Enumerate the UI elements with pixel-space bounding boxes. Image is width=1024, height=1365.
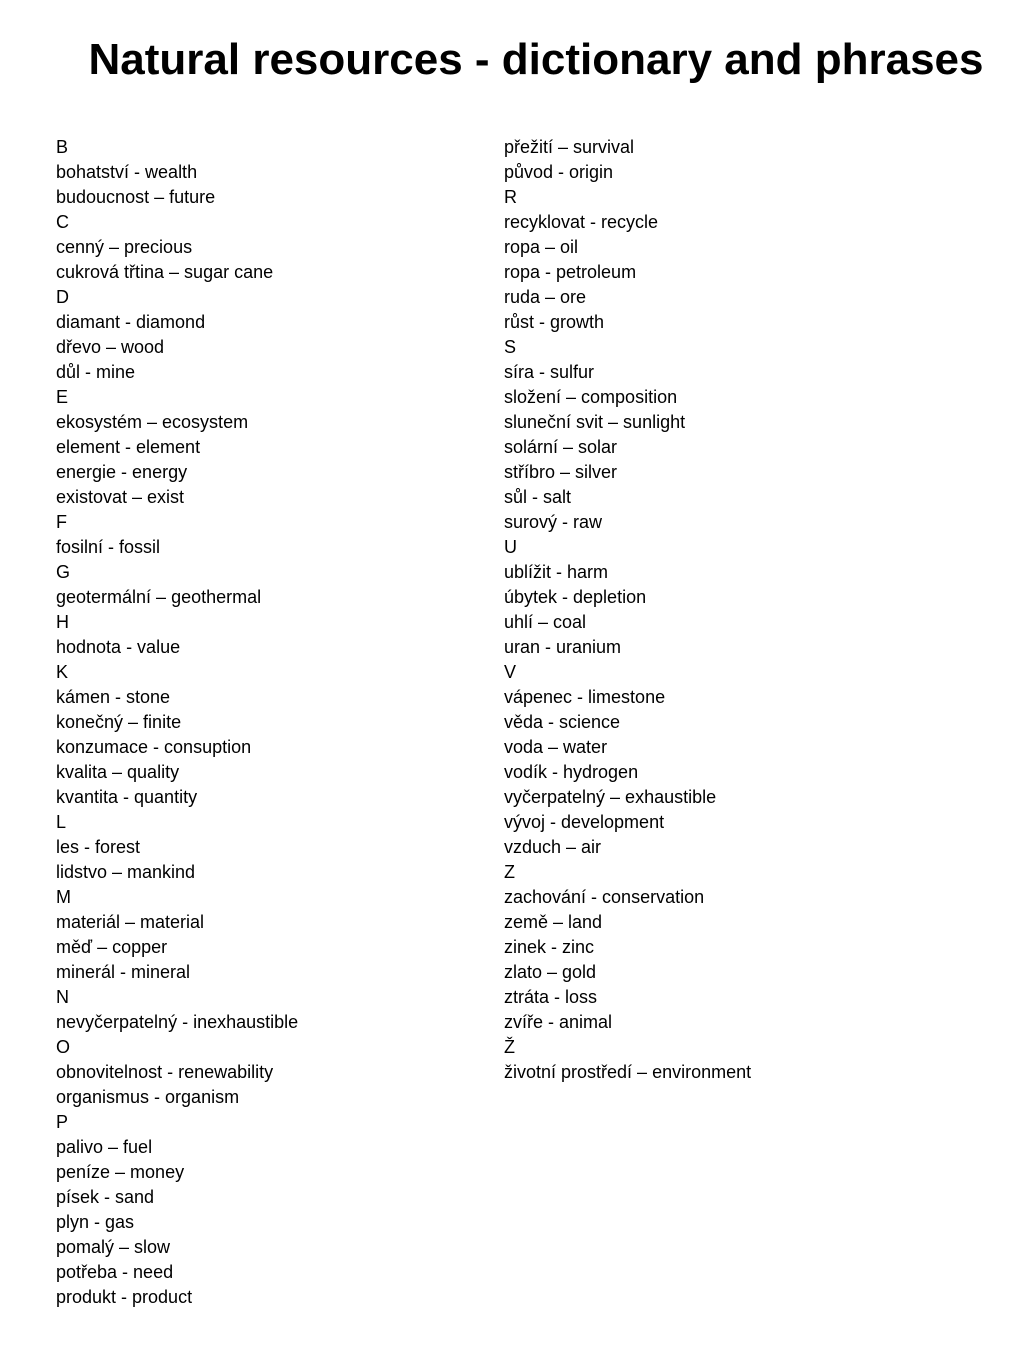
vocabulary-entry: vyčerpatelný – exhaustible [504,787,717,807]
letter-heading: Z [504,862,515,882]
vocabulary-entry: konzumace - consuption [56,737,252,757]
vocabulary-entry: hodnota - value [56,637,181,657]
vocabulary-entry: peníze – money [56,1162,185,1182]
letter-heading: U [504,537,517,557]
vocabulary-entry: dřevo – wood [56,337,165,357]
vocabulary-entry: recyklovat - recycle [504,212,659,232]
vocabulary-entry: potřeba - need [56,1262,174,1282]
vocabulary-entry: diamant - diamond [56,312,206,332]
letter-heading: V [504,662,517,682]
vocabulary-entry: minerál - mineral [56,962,191,982]
vocabulary-entry: důl - mine [56,362,136,382]
letter-heading: M [56,887,71,907]
vocabulary-entry: konečný – finite [56,712,182,732]
vocabulary-entry: fosilní - fossil [56,537,161,557]
vocabulary-entry: materiál – material [56,912,205,932]
vocabulary-entry: surový - raw [504,512,603,532]
page-title: Natural resources - dictionary and phrases [88,35,984,84]
vocabulary-entry: vodík - hydrogen [504,762,639,782]
vocabulary-entry: ruda – ore [504,287,587,307]
vocabulary-entry: ublížit - harm [504,562,609,582]
vocabulary-entry: les - forest [56,837,141,857]
vocabulary-entry: ropa - petroleum [504,262,637,282]
letter-heading: P [56,1112,69,1132]
vocabulary-entry: vápenec - limestone [504,687,666,707]
letter-heading: K [56,662,69,682]
vocabulary-entry: úbytek - depletion [504,587,647,607]
vocabulary-entry: cenný – precious [56,237,193,257]
vocabulary-entry: kvalita – quality [56,762,180,782]
vocabulary-entry: stříbro – silver [504,462,618,482]
vocabulary-entry: věda - science [504,712,621,732]
vocabulary-entry: růst - growth [504,312,605,332]
vocabulary-entry: uhlí – coal [504,612,587,632]
vocabulary-entry: síra - sulfur [504,362,595,382]
vocabulary-entry: kvantita - quantity [56,787,198,807]
vocabulary-list-right [504,135,984,1085]
vocabulary-entry: produkt - product [56,1287,193,1307]
vocabulary-entry: ztráta - loss [504,987,598,1007]
letter-heading: F [56,512,67,532]
letter-heading: S [504,337,517,357]
vocabulary-entry: voda – water [504,737,608,757]
vocabulary-entry: nevyčerpatelný - inexhaustible [56,1012,299,1032]
letter-heading: R [504,187,517,207]
vocabulary-entry: zvíře - animal [504,1012,613,1032]
vocabulary-entry: měď – copper [56,937,168,957]
letter-heading: O [56,1037,71,1057]
vocabulary-entry: vývoj - development [504,812,665,832]
vocabulary-entry: sluneční svit – sunlight [504,412,686,432]
vocabulary-entry: zinek - zinc [504,937,595,957]
letter-heading: H [56,612,69,632]
vocabulary-entry: zlato – gold [504,962,597,982]
letter-heading: L [56,812,67,832]
letter-heading: C [56,212,69,232]
letter-heading: B [56,137,69,157]
vocabulary-entry: ekosystém – ecosystem [56,412,249,432]
vocabulary-entry: bohatství - wealth [56,162,198,182]
vocabulary-entry: palivo – fuel [56,1137,153,1157]
vocabulary-entry: kámen - stone [56,687,171,707]
vocabulary-entry: obnovitelnost - renewability [56,1062,274,1082]
vocabulary-entry: lidstvo – mankind [56,862,196,882]
vocabulary-entry: přežití – survival [504,137,635,157]
letter-heading: Ž [504,1037,515,1057]
vocabulary-entry: geotermální – geothermal [56,587,262,607]
vocabulary-entry: pomalý – slow [56,1237,171,1257]
vocabulary-entry: ropa – oil [504,237,579,257]
vocabulary-entry: původ - origin [504,162,614,182]
vocabulary-entry: písek - sand [56,1187,155,1207]
vocabulary-entry: země – land [504,912,603,932]
vocabulary-list-left [56,135,496,1310]
vocabulary-entry: element - element [56,437,201,457]
vocabulary-entry: energie - energy [56,462,188,482]
vocabulary-entry: životní prostředí – environment [504,1062,752,1082]
vocabulary-entry: vzduch – air [504,837,602,857]
vocabulary-entry: budoucnost – future [56,187,216,207]
vocabulary-entry: solární – solar [504,437,618,457]
letter-heading: D [56,287,69,307]
letter-heading: E [56,387,69,407]
vocabulary-entry: uran - uranium [504,637,622,657]
vocabulary-entry: existovat – exist [56,487,185,507]
vocabulary-entry: cukrová třtina – sugar cane [56,262,274,282]
vocabulary-entry: organismus - organism [56,1087,240,1107]
vocabulary-entry: sůl - salt [504,487,572,507]
letter-heading: G [56,562,71,582]
vocabulary-entry: složení – composition [504,387,678,407]
vocabulary-entry: plyn - gas [56,1212,135,1232]
vocabulary-entry: zachování - conservation [504,887,705,907]
letter-heading: N [56,987,69,1007]
